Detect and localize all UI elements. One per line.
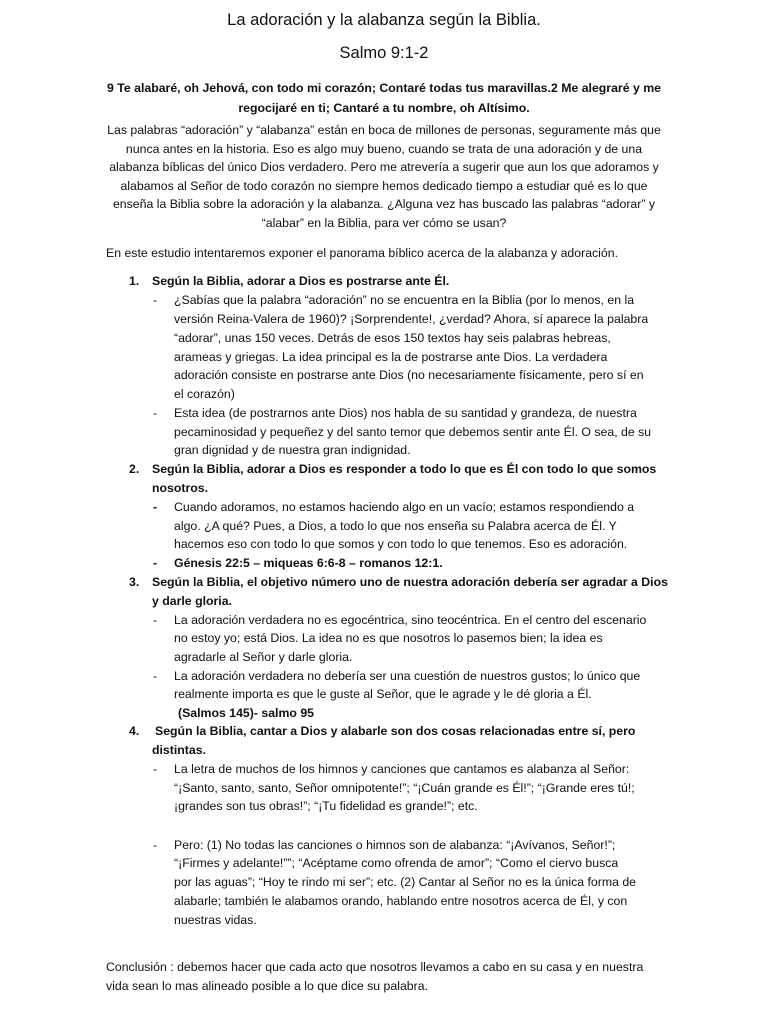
section-heading-1: Según la Biblia, adorar a Dios es postrarse ante Él. — [152, 274, 450, 288]
body-line: ¿Sabías que la palabra “adoración” no se encuentra en la Biblia (por lo menos, en la — [174, 293, 635, 307]
body-line: “adorar”, unas 150 veces. Detrás de esos 150 textos hay seis palabras hebreas, — [174, 331, 611, 345]
bullet-dash: - — [153, 669, 158, 683]
bullet-dash: - — [153, 556, 158, 570]
body-line: hacemos eso con todo lo que somos y con todo lo que tenemos. Eso es adoración. — [174, 537, 628, 551]
section-heading-2: Según la Biblia, adorar a Dios es responder a todo lo que es Él con todo lo que somos — [152, 462, 657, 476]
intro-paragraph: Las palabras “adoración” y “alabanza” están en boca de millones de personas, seguramente más que nunca antes en la historia. Eso es algo muy bueno, cuando se trata de una adoración y de una alabanza bíblicas del único Dios verdadero. Pero me atrevería a sugerir que aun los que adoramos y alabamos al Señor de todo corazón no siempre hemos dedicado tiempo a estudiar qué es lo que enseña la Biblia sobre la adoración y la alabanza. ¿Alguna vez has buscado las palabras “adorar” y “alabar” en la Biblia, para ver cómo se usan? — [107, 123, 661, 230]
body-line: algo. ¿A qué? Pues, a Dios, a todo lo que nos enseña su Palabra acerca de Él. Y — [174, 519, 617, 533]
body-line: “¡Santo, santo, santo, Señor omnipotente!”; “¡Cuán grande es Él!”; “¡Grande eres tú!; — [174, 781, 635, 795]
body-line: “¡Firmes y adelante!””; “Acéptame como ofrenda de amor”; “Como el ciervo busca — [174, 856, 619, 870]
body-line: ¡grandes son tus obras!”; “¡Tu fidelidad es grande!”; etc. — [174, 799, 478, 813]
list-number-3: 3. — [129, 575, 140, 589]
list-number-2: 2. — [129, 462, 140, 476]
body-line: Pero: (1) No todas las canciones o himnos son de alabanza: “¡Avívanos, Señor!”; — [174, 838, 616, 852]
body-line: La adoración verdadera no es egocéntrica, sino teocéntrica. En el centro del escenario — [174, 613, 647, 627]
body-line: alabarle; también le alabamos orando, hablando entre nosotros acerca de Él, y con — [174, 894, 628, 908]
body-line: Cuando adoramos, no estamos haciendo algo en un vacío; estamos respondiendo a — [174, 500, 635, 514]
body-line: agradarle al Señor y darle gloria. — [174, 650, 353, 664]
study-intro: En este estudio intentaremos exponer el panorama bíblico acerca de la alabanza y adoración. — [106, 246, 619, 260]
document-subtitle: Salmo 9:1-2 — [339, 44, 429, 62]
body-line: adoración consiste en postrarse ante Dios (no necesariamente físicamente, pero sí en — [174, 368, 644, 382]
body-line: Esta idea (de postrarnos ante Dios) nos habla de su santidad y grandeza, de nuestra — [174, 406, 637, 420]
scripture-reference: (Salmos 145)- salmo 95 — [178, 706, 315, 720]
document-title: La adoración y la alabanza según la Biblia. — [227, 11, 541, 29]
body-line: La letra de muchos de los himnos y canciones que cantamos es alabanza al Señor: — [174, 762, 630, 776]
conclusion-paragraph: Conclusión : debemos hacer que cada acto que nosotros llevamos a cabo en su casa y en nuestra vida sean lo mas alineado posible a lo que dice su palabra. — [106, 960, 644, 993]
body-line: por las aguas”; “Hoy te rindo mi ser”; etc. (2) Cantar al Señor no es la única forma de — [174, 875, 637, 889]
body-line: pecaminosidad y pequeñez y del santo temor que debemos sentir ante Él. O sea, de su — [174, 425, 652, 439]
scripture-reference: Génesis 22:5 – miqueas 6:6-8 – romanos 12:1. — [174, 556, 443, 570]
body-line: nuestras vidas. — [174, 913, 257, 927]
section-heading-4: distintas. — [152, 743, 206, 757]
section-heading-2: nosotros. — [152, 481, 209, 495]
bullet-dash: - — [153, 406, 158, 420]
bullet-dash: - — [153, 293, 158, 307]
section-heading-3: Según la Biblia, el objetivo número uno de nuestra adoración debería ser agradar a Dios — [152, 575, 668, 589]
list-number-1: 1. — [129, 274, 140, 288]
scripture-verse: 9 Te alabaré, oh Jehová, con todo mi corazón; Contaré todas tus maravillas.2 Me alegraré y me regocijaré en ti; Cantaré a tu nombre, oh Altísimo. — [107, 81, 661, 115]
bullet-dash: - — [153, 500, 158, 514]
bullet-dash: - — [153, 838, 158, 852]
bullet-dash: - — [153, 762, 158, 776]
bullet-dash: - — [153, 613, 158, 627]
body-line: realmente importa es que le guste al Señor, que le agrade y le dé gloria a Él. — [174, 687, 592, 701]
body-line: no estoy yo; está Dios. La idea no es que nosotros lo pasemos bien; la idea es — [174, 631, 603, 645]
body-line: arameas y griegas. La idea principal es la de postrarse ante Dios. La verdadera — [174, 350, 608, 364]
section-heading-4: Según la Biblia, cantar a Dios y alabarle son dos cosas relacionadas entre sí, pero — [155, 724, 636, 738]
body-line: gran dignidad y de nuestra gran indignidad. — [174, 443, 411, 457]
body-line: La adoración verdadera no debería ser una cuestión de nuestros gustos; lo único que — [174, 669, 641, 683]
body-line: versión Reina-Valera de 1960)? ¡Sorprendente!, ¿verdad? Ahora, sí aparece la palabra — [174, 312, 649, 326]
section-heading-3: y darle gloria. — [152, 594, 232, 608]
list-number-4: 4. — [129, 724, 140, 738]
body-line: el corazón) — [174, 387, 235, 401]
